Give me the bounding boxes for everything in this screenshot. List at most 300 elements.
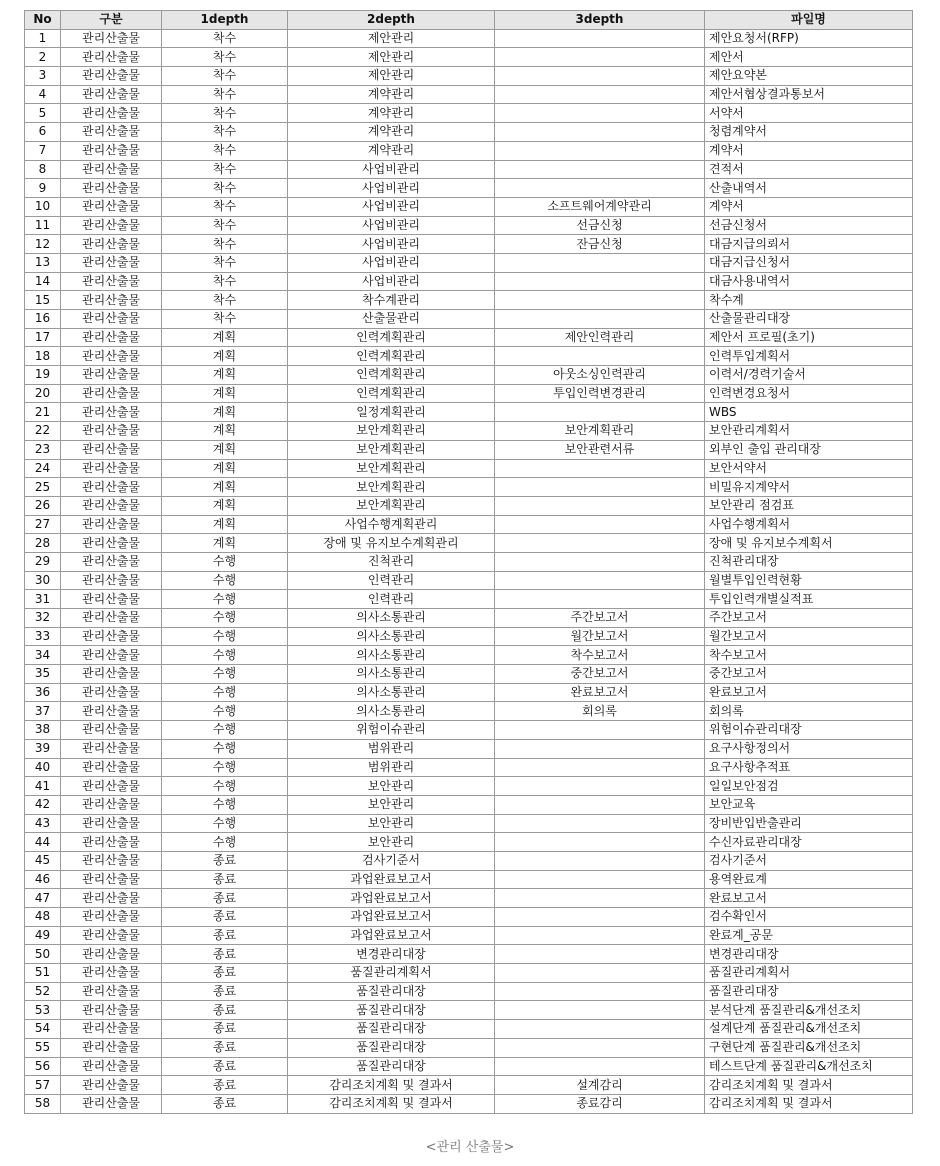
- cell-1depth: 착수: [162, 179, 288, 198]
- cell-no: 52: [25, 982, 61, 1001]
- cell-no: 29: [25, 552, 61, 571]
- cell-category: 관리산출물: [61, 534, 162, 553]
- cell-1depth: 종료: [162, 1057, 288, 1076]
- cell-1depth: 종료: [162, 1076, 288, 1095]
- cell-2depth: 사업비관리: [288, 160, 495, 179]
- cell-1depth: 종료: [162, 889, 288, 908]
- cell-category: 관리산출물: [61, 48, 162, 67]
- header-2depth: 2depth: [288, 11, 495, 30]
- cell-2depth: 변경관리대장: [288, 945, 495, 964]
- table-row: [25, 1001, 913, 1020]
- cell-2depth: 사업비관리: [288, 253, 495, 272]
- cell-filename: 제안서: [705, 48, 913, 67]
- cell-filename: 감리조치계획 및 결과서: [705, 1076, 913, 1095]
- table-row: [25, 945, 913, 964]
- cell-filename: 인력투입계획서: [705, 347, 913, 366]
- cell-category: 관리산출물: [61, 253, 162, 272]
- cell-2depth: 인력관리: [288, 571, 495, 590]
- cell-category: 관리산출물: [61, 272, 162, 291]
- cell-category: 관리산출물: [61, 366, 162, 385]
- cell-1depth: 착수: [162, 310, 288, 329]
- cell-no: 3: [25, 67, 61, 86]
- cell-2depth: 품질관리계획서: [288, 964, 495, 983]
- cell-1depth: 계획: [162, 459, 288, 478]
- cell-no: 19: [25, 366, 61, 385]
- cell-category: 관리산출물: [61, 833, 162, 852]
- cell-category: 관리산출물: [61, 478, 162, 497]
- cell-3depth: [495, 141, 705, 160]
- cell-1depth: 수행: [162, 702, 288, 721]
- cell-filename: 보안관리계획서: [705, 422, 913, 441]
- table-caption: <관리 산출물>: [425, 1140, 515, 1155]
- cell-filename: 투입인력개별실적표: [705, 590, 913, 609]
- cell-3depth: [495, 590, 705, 609]
- cell-1depth: 계획: [162, 515, 288, 534]
- cell-no: 21: [25, 403, 61, 422]
- cell-filename: 중간보고서: [705, 665, 913, 684]
- table-row: [25, 179, 913, 198]
- cell-2depth: 보안계획관리: [288, 422, 495, 441]
- table-row: [25, 310, 913, 329]
- table-row: [25, 1020, 913, 1039]
- table-row: [25, 1057, 913, 1076]
- cell-1depth: 착수: [162, 67, 288, 86]
- cell-1depth: 착수: [162, 253, 288, 272]
- cell-category: 관리산출물: [61, 627, 162, 646]
- cell-1depth: 수행: [162, 833, 288, 852]
- cell-3depth: [495, 67, 705, 86]
- cell-2depth: 사업비관리: [288, 197, 495, 216]
- table-row: [25, 141, 913, 160]
- cell-category: 관리산출물: [61, 141, 162, 160]
- cell-3depth: [495, 347, 705, 366]
- cell-no: 58: [25, 1094, 61, 1113]
- cell-no: 9: [25, 179, 61, 198]
- cell-1depth: 수행: [162, 683, 288, 702]
- cell-no: 36: [25, 683, 61, 702]
- cell-3depth: 보안관련서류: [495, 440, 705, 459]
- cell-no: 7: [25, 141, 61, 160]
- cell-category: 관리산출물: [61, 982, 162, 1001]
- cell-no: 27: [25, 515, 61, 534]
- cell-2depth: 위험이슈관리: [288, 721, 495, 740]
- cell-1depth: 계획: [162, 328, 288, 347]
- table-row: [25, 347, 913, 366]
- cell-2depth: 의사소통관리: [288, 627, 495, 646]
- cell-no: 25: [25, 478, 61, 497]
- cell-category: 관리산출물: [61, 384, 162, 403]
- cell-3depth: 중간보고서: [495, 665, 705, 684]
- cell-filename: 테스트단계 품질관리&개선조치: [705, 1057, 913, 1076]
- cell-2depth: 품질관리대장: [288, 982, 495, 1001]
- cell-no: 26: [25, 496, 61, 515]
- cell-1depth: 착수: [162, 48, 288, 67]
- cell-category: 관리산출물: [61, 665, 162, 684]
- cell-category: 관리산출물: [61, 459, 162, 478]
- table-row: [25, 795, 913, 814]
- cell-filename: 서약서: [705, 104, 913, 123]
- cell-no: 49: [25, 926, 61, 945]
- table-row: [25, 459, 913, 478]
- cell-2depth: 품질관리대장: [288, 1001, 495, 1020]
- header-filename: 파일명: [705, 11, 913, 30]
- cell-1depth: 종료: [162, 1020, 288, 1039]
- cell-2depth: 인력관리: [288, 590, 495, 609]
- cell-2depth: 사업비관리: [288, 179, 495, 198]
- cell-3depth: 완료보고서: [495, 683, 705, 702]
- cell-2depth: 보안관리: [288, 795, 495, 814]
- cell-no: 34: [25, 646, 61, 665]
- cell-3depth: [495, 1020, 705, 1039]
- cell-3depth: [495, 552, 705, 571]
- cell-1depth: 종료: [162, 945, 288, 964]
- cell-category: 관리산출물: [61, 310, 162, 329]
- cell-2depth: 품질관리대장: [288, 1020, 495, 1039]
- cell-1depth: 착수: [162, 160, 288, 179]
- cell-no: 56: [25, 1057, 61, 1076]
- cell-3depth: 선금신청: [495, 216, 705, 235]
- cell-filename: 선금신청서: [705, 216, 913, 235]
- cell-2depth: 진척관리: [288, 552, 495, 571]
- table-row: [25, 67, 913, 86]
- cell-2depth: 인력계획관리: [288, 347, 495, 366]
- header-3depth: 3depth: [495, 11, 705, 30]
- cell-2depth: 착수계관리: [288, 291, 495, 310]
- cell-1depth: 수행: [162, 721, 288, 740]
- cell-3depth: [495, 48, 705, 67]
- cell-3depth: [495, 1001, 705, 1020]
- cell-2depth: 보안계획관리: [288, 459, 495, 478]
- cell-filename: 보안관리 점검표: [705, 496, 913, 515]
- cell-3depth: [495, 814, 705, 833]
- cell-no: 41: [25, 777, 61, 796]
- table-header-row: [25, 11, 913, 30]
- table-row: [25, 739, 913, 758]
- cell-category: 관리산출물: [61, 85, 162, 104]
- cell-2depth: 의사소통관리: [288, 646, 495, 665]
- cell-3depth: [495, 758, 705, 777]
- cell-no: 12: [25, 235, 61, 254]
- cell-1depth: 계획: [162, 384, 288, 403]
- cell-1depth: 수행: [162, 758, 288, 777]
- cell-no: 46: [25, 870, 61, 889]
- cell-no: 32: [25, 609, 61, 628]
- cell-category: 관리산출물: [61, 683, 162, 702]
- cell-no: 23: [25, 440, 61, 459]
- cell-3depth: [495, 253, 705, 272]
- table-row: [25, 272, 913, 291]
- cell-1depth: 수행: [162, 665, 288, 684]
- cell-1depth: 종료: [162, 870, 288, 889]
- cell-filename: 대금지급의뢰서: [705, 235, 913, 254]
- cell-filename: 완료보고서: [705, 889, 913, 908]
- table-row: [25, 534, 913, 553]
- cell-no: 15: [25, 291, 61, 310]
- table-row: [25, 552, 913, 571]
- cell-no: 6: [25, 123, 61, 142]
- cell-3depth: 월간보고서: [495, 627, 705, 646]
- cell-1depth: 종료: [162, 1094, 288, 1113]
- cell-3depth: 주간보고서: [495, 609, 705, 628]
- table-row: [25, 926, 913, 945]
- cell-filename: 요구사항정의서: [705, 739, 913, 758]
- cell-3depth: [495, 85, 705, 104]
- table-row: [25, 515, 913, 534]
- table-row: [25, 851, 913, 870]
- cell-2depth: 일정계획관리: [288, 403, 495, 422]
- cell-no: 55: [25, 1038, 61, 1057]
- cell-3depth: 잔금신청: [495, 235, 705, 254]
- cell-filename: 산출내역서: [705, 179, 913, 198]
- cell-2depth: 범위관리: [288, 739, 495, 758]
- cell-1depth: 종료: [162, 964, 288, 983]
- table-row: [25, 665, 913, 684]
- cell-filename: 분석단계 품질관리&개선조치: [705, 1001, 913, 1020]
- cell-category: 관리산출물: [61, 908, 162, 927]
- cell-2depth: 제안관리: [288, 67, 495, 86]
- cell-2depth: 의사소통관리: [288, 683, 495, 702]
- cell-3depth: [495, 104, 705, 123]
- cell-category: 관리산출물: [61, 777, 162, 796]
- table-row: [25, 777, 913, 796]
- cell-category: 관리산출물: [61, 496, 162, 515]
- table-row: [25, 253, 913, 272]
- cell-3depth: [495, 795, 705, 814]
- cell-3depth: 회의록: [495, 702, 705, 721]
- cell-category: 관리산출물: [61, 67, 162, 86]
- cell-3depth: [495, 534, 705, 553]
- cell-2depth: 감리조치계획 및 결과서: [288, 1094, 495, 1113]
- cell-category: 관리산출물: [61, 328, 162, 347]
- cell-3depth: [495, 403, 705, 422]
- cell-category: 관리산출물: [61, 104, 162, 123]
- cell-filename: 청렴계약서: [705, 123, 913, 142]
- cell-3depth: [495, 982, 705, 1001]
- table-row: [25, 291, 913, 310]
- cell-filename: 제안서 프로필(초기): [705, 328, 913, 347]
- cell-1depth: 착수: [162, 141, 288, 160]
- cell-category: 관리산출물: [61, 1094, 162, 1113]
- table-row: [25, 422, 913, 441]
- cell-filename: 착수보고서: [705, 646, 913, 665]
- table-row: [25, 160, 913, 179]
- cell-filename: 제안서협상결과통보서: [705, 85, 913, 104]
- cell-no: 18: [25, 347, 61, 366]
- table-row: [25, 646, 913, 665]
- cell-category: 관리산출물: [61, 179, 162, 198]
- cell-category: 관리산출물: [61, 1020, 162, 1039]
- cell-category: 관리산출물: [61, 609, 162, 628]
- cell-2depth: 제안관리: [288, 48, 495, 67]
- cell-1depth: 착수: [162, 85, 288, 104]
- cell-2depth: 인력계획관리: [288, 328, 495, 347]
- table-row: [25, 571, 913, 590]
- cell-category: 관리산출물: [61, 29, 162, 48]
- table-row: [25, 440, 913, 459]
- table-row: [25, 48, 913, 67]
- cell-filename: 인력변경요청서: [705, 384, 913, 403]
- cell-2depth: 의사소통관리: [288, 665, 495, 684]
- cell-no: 10: [25, 197, 61, 216]
- cell-filename: 주간보고서: [705, 609, 913, 628]
- cell-2depth: 과업완료보고서: [288, 926, 495, 945]
- cell-1depth: 계획: [162, 403, 288, 422]
- header-1depth: 1depth: [162, 11, 288, 30]
- cell-category: 관리산출물: [61, 646, 162, 665]
- table-row: [25, 814, 913, 833]
- cell-2depth: 장애 및 유지보수계획관리: [288, 534, 495, 553]
- cell-category: 관리산출물: [61, 870, 162, 889]
- cell-1depth: 계획: [162, 347, 288, 366]
- cell-category: 관리산출물: [61, 123, 162, 142]
- cell-no: 1: [25, 29, 61, 48]
- cell-3depth: 투입인력변경관리: [495, 384, 705, 403]
- table-row: [25, 123, 913, 142]
- cell-filename: 산출물관리대장: [705, 310, 913, 329]
- cell-category: 관리산출물: [61, 702, 162, 721]
- cell-filename: 월별투입인력현황: [705, 571, 913, 590]
- cell-3depth: [495, 739, 705, 758]
- cell-1depth: 수행: [162, 739, 288, 758]
- table-row: [25, 758, 913, 777]
- cell-filename: 제안요청서(RFP): [705, 29, 913, 48]
- cell-1depth: 종료: [162, 982, 288, 1001]
- cell-filename: 진척관리대장: [705, 552, 913, 571]
- cell-filename: 완료계_공문: [705, 926, 913, 945]
- cell-no: 39: [25, 739, 61, 758]
- cell-category: 관리산출물: [61, 422, 162, 441]
- cell-category: 관리산출물: [61, 964, 162, 983]
- table-row: [25, 590, 913, 609]
- cell-3depth: [495, 833, 705, 852]
- cell-no: 47: [25, 889, 61, 908]
- cell-2depth: 보안관리: [288, 814, 495, 833]
- cell-category: 관리산출물: [61, 590, 162, 609]
- cell-3depth: [495, 889, 705, 908]
- cell-2depth: 의사소통관리: [288, 609, 495, 628]
- cell-2depth: 산출물관리: [288, 310, 495, 329]
- cell-1depth: 종료: [162, 908, 288, 927]
- cell-3depth: [495, 291, 705, 310]
- cell-no: 43: [25, 814, 61, 833]
- cell-filename: 월간보고서: [705, 627, 913, 646]
- cell-2depth: 사업비관리: [288, 235, 495, 254]
- table-body: [25, 29, 913, 1113]
- table-row: [25, 982, 913, 1001]
- cell-category: 관리산출물: [61, 1038, 162, 1057]
- cell-1depth: 수행: [162, 646, 288, 665]
- cell-2depth: 과업완료보고서: [288, 870, 495, 889]
- cell-3depth: [495, 123, 705, 142]
- cell-filename: 검사기준서: [705, 851, 913, 870]
- cell-2depth: 보안계획관리: [288, 440, 495, 459]
- cell-category: 관리산출물: [61, 403, 162, 422]
- cell-filename: 계약서: [705, 141, 913, 160]
- cell-3depth: 제안인력관리: [495, 328, 705, 347]
- cell-2depth: 보안관리: [288, 833, 495, 852]
- cell-filename: 견적서: [705, 160, 913, 179]
- table-row: [25, 1076, 913, 1095]
- cell-filename: 회의록: [705, 702, 913, 721]
- table-row: [25, 235, 913, 254]
- cell-2depth: 검사기준서: [288, 851, 495, 870]
- cell-no: 51: [25, 964, 61, 983]
- cell-no: 57: [25, 1076, 61, 1095]
- cell-1depth: 착수: [162, 235, 288, 254]
- cell-no: 37: [25, 702, 61, 721]
- table-row: [25, 964, 913, 983]
- cell-no: 44: [25, 833, 61, 852]
- cell-2depth: 인력계획관리: [288, 366, 495, 385]
- cell-1depth: 수행: [162, 795, 288, 814]
- cell-filename: 품질관리대장: [705, 982, 913, 1001]
- cell-category: 관리산출물: [61, 795, 162, 814]
- cell-category: 관리산출물: [61, 347, 162, 366]
- cell-no: 50: [25, 945, 61, 964]
- cell-2depth: 사업비관리: [288, 216, 495, 235]
- cell-filename: 대금지급신청서: [705, 253, 913, 272]
- cell-no: 11: [25, 216, 61, 235]
- cell-3depth: 보안계획관리: [495, 422, 705, 441]
- table-row: [25, 609, 913, 628]
- cell-category: 관리산출물: [61, 758, 162, 777]
- cell-category: 관리산출물: [61, 1001, 162, 1020]
- cell-no: 54: [25, 1020, 61, 1039]
- cell-1depth: 종료: [162, 1038, 288, 1057]
- cell-category: 관리산출물: [61, 235, 162, 254]
- table-row: [25, 478, 913, 497]
- cell-1depth: 수행: [162, 552, 288, 571]
- cell-3depth: [495, 272, 705, 291]
- cell-category: 관리산출물: [61, 814, 162, 833]
- cell-3depth: [495, 29, 705, 48]
- cell-1depth: 종료: [162, 851, 288, 870]
- table-row: [25, 889, 913, 908]
- cell-no: 53: [25, 1001, 61, 1020]
- cell-2depth: 감리조치계획 및 결과서: [288, 1076, 495, 1095]
- cell-2depth: 제안관리: [288, 29, 495, 48]
- cell-filename: 용역완료계: [705, 870, 913, 889]
- table-row: [25, 496, 913, 515]
- cell-3depth: 아웃소싱인력관리: [495, 366, 705, 385]
- cell-category: 관리산출물: [61, 1076, 162, 1095]
- cell-no: 24: [25, 459, 61, 478]
- cell-3depth: [495, 945, 705, 964]
- cell-1depth: 수행: [162, 814, 288, 833]
- cell-filename: 제안요약본: [705, 67, 913, 86]
- cell-filename: 장애 및 유지보수계획서: [705, 534, 913, 553]
- cell-1depth: 계획: [162, 422, 288, 441]
- cell-filename: 보안교육: [705, 795, 913, 814]
- cell-no: 45: [25, 851, 61, 870]
- cell-3depth: [495, 926, 705, 945]
- table-row: [25, 384, 913, 403]
- cell-no: 4: [25, 85, 61, 104]
- cell-2depth: 계약관리: [288, 85, 495, 104]
- cell-filename: 감리조치계획 및 결과서: [705, 1094, 913, 1113]
- cell-filename: 장비반입반출관리: [705, 814, 913, 833]
- cell-no: 20: [25, 384, 61, 403]
- cell-3depth: [495, 179, 705, 198]
- cell-filename: 일일보안점검: [705, 777, 913, 796]
- deliverables-table-wrapper: [24, 10, 912, 1114]
- cell-filename: 이력서/경력기술서: [705, 366, 913, 385]
- cell-1depth: 착수: [162, 291, 288, 310]
- cell-2depth: 사업수행계획관리: [288, 515, 495, 534]
- cell-2depth: 보안관리: [288, 777, 495, 796]
- cell-2depth: 보안계획관리: [288, 478, 495, 497]
- cell-1depth: 착수: [162, 104, 288, 123]
